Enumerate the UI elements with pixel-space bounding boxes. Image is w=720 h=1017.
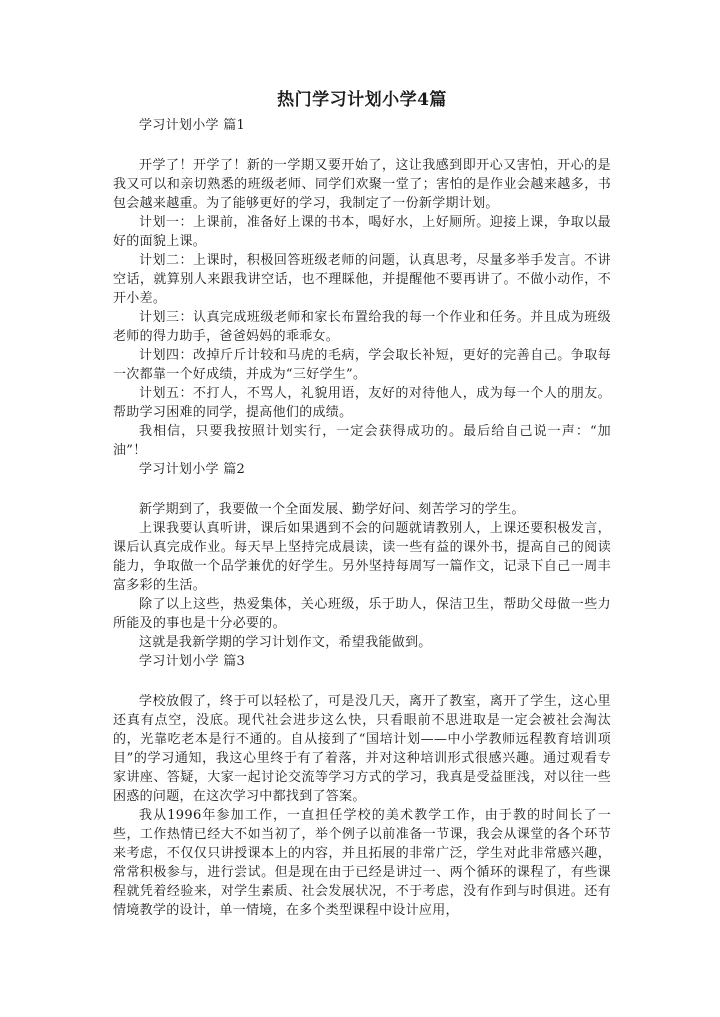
section-gap — [113, 671, 611, 692]
paragraph: 这就是我新学期的学习计划作文，希望我能做到。 — [139, 635, 432, 650]
document-title: 热门学习计划小学4篇 — [277, 90, 447, 110]
paragraph: 计划五：不打人，不骂人，礼貌用语，友好的对待他人，成为每一个人的朋友。帮助学习困难的同学，提高他们的成绩。 — [113, 386, 611, 420]
paragraph: 除了以上这些，热爱集体，关心班级，乐于助人，保洁卫生，帮助父母做一些力所能及的事也是十分必要的。 — [113, 597, 611, 631]
section-gap — [113, 479, 611, 500]
paragraph: 开学了！开学了！新的一学期又要开始了，这让我感到即开心又害怕，开心的是我又可以和亲切熟悉的班级老师、同学们欢聚一堂了；害怕的是作业会越来越多，书包会越来越重。为了能够更好的学习，我制定了一份新学期计划。 — [113, 158, 611, 211]
section-heading: 学习计划小学 篇1 — [139, 118, 246, 133]
paragraph: 计划一：上课前，准备好上课的书本，喝好水，上好厕所。迎接上课，争取以最好的面貌上课。 — [113, 215, 611, 249]
paragraph: 我相信，只要我按照计划实行，一定会获得成功的。最后给自己说一声：“加油”！ — [113, 424, 611, 458]
paragraph: 我从1996年参加工作，一直担任学校的美术教学工作，由于教的时间长了一些，工作热情已经大不如当初了，举个例子以前准备一节课，我会从课堂的各个环节来考虑，不仅仅只讲授课本上的内容，并且拓展的非常广泛，学生对此非常感兴趣，常常积极参与，进行尝试。但是现在由于已经是讲过一、两个循环的课程了，有些课程就凭着经验来，对学生素质、社会发展状况，不于考虑，没有作到与时俱进。还有情境教学的设计，单一情境，在多个类型课程中设计应用， — [113, 808, 611, 918]
section-3 — [113, 652, 611, 920]
paragraph: 学校放假了，终于可以轻松了，可是没几天，离开了教室，离开了学生，这心里还真有点空，没底。现代社会进步这么快，只看眼前不思进取是一定会被社会淘汰的，光靠吃老本是行不通的。自从接到了“国培计划——中小学教师远程教育培训项目”的学习通知，我这心里终于有了着落，并对这种培训形式很感兴趣。通过观看专家讲座、答疑，大家一起讨论交流等学习方式的学习，我真是受益匪浅，对以往一些困惑的问题，在这次学习中都找到了答案。 — [113, 694, 611, 804]
section-gap — [113, 135, 611, 156]
paragraph: 新学期到了，我要做一个全面发展、勤学好问、刻苦学习的学生。 — [139, 502, 525, 517]
section-heading: 学习计划小学 篇2 — [139, 462, 246, 477]
section-2 — [113, 460, 611, 652]
paragraph: 计划三：认真完成班级老师和家长布置给我的每一个作业和任务。并且成为班级老师的得力助手，爸爸妈妈的乖乖女。 — [113, 310, 611, 344]
section-1 — [113, 116, 611, 460]
paragraph: 计划四：改掉斤斤计较和马虎的毛病，学会取长补短，更好的完善自己。争取每一次都靠一个好成绩，并成为“三好学生”。 — [113, 348, 611, 382]
document-page — [113, 88, 611, 920]
section-heading: 学习计划小学 篇3 — [139, 654, 246, 669]
paragraph: 上课我要认真听讲，课后如果遇到不会的问题就请教别人，上课还要积极发言，课后认真完成作业。每天早上坚持完成晨读，读一些有益的课外书，提高自己的阅读能力，争取做一个品学兼优的好学生。另外坚持每周写一篇作文，记录下自己一周丰富多彩的生活。 — [113, 521, 611, 593]
paragraph: 计划二：上课时，积极回答班级老师的问题，认真思考，尽量多举手发言。不讲空话，就算别人来跟我讲空话，也不理睬他，并提醒他不要再讲了。不做小动作，不开小差。 — [113, 253, 611, 306]
